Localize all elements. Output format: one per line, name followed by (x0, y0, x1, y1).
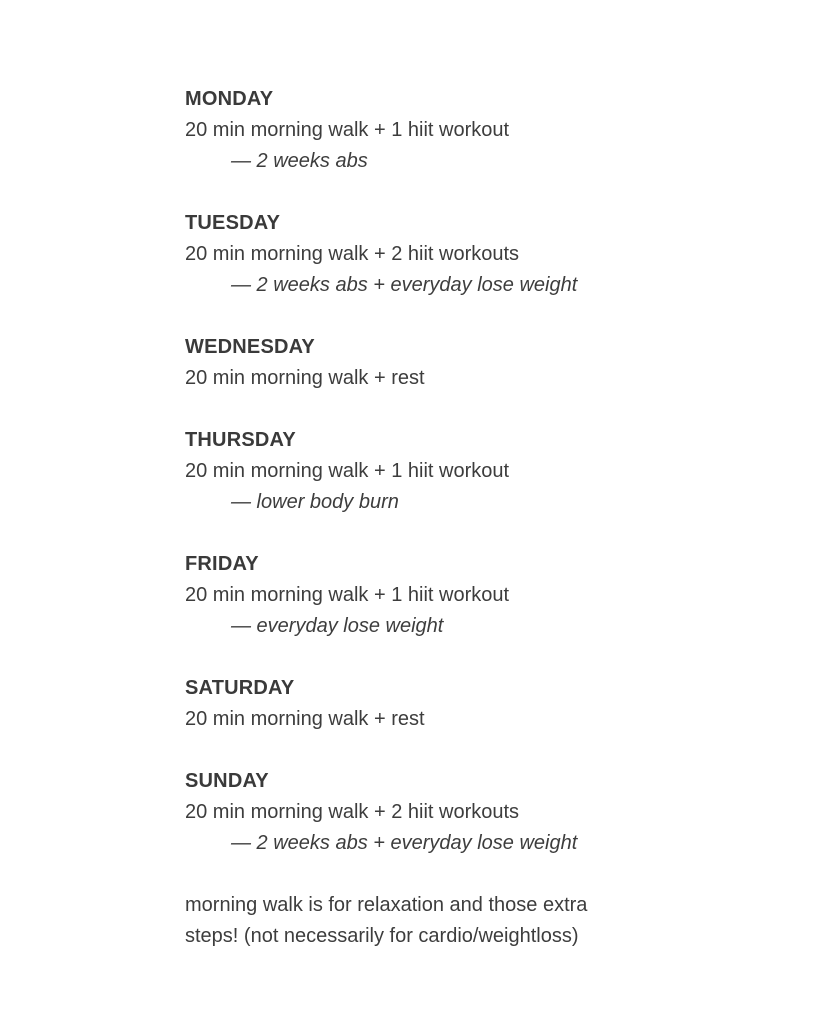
day-title: FRIDAY (185, 553, 259, 575)
day-detail: — lower body burn (231, 491, 399, 513)
day-title: WEDNESDAY (185, 336, 315, 358)
workout-schedule (185, 84, 785, 952)
day-title: SUNDAY (185, 770, 269, 792)
day-plan: 20 min morning walk + 2 hiit workouts (185, 243, 520, 265)
day-friday (185, 549, 785, 642)
day-tuesday (185, 208, 785, 301)
day-sunday (185, 766, 785, 859)
day-plan: 20 min morning walk + 2 hiit workouts (185, 801, 520, 823)
day-detail: — everyday lose weight (231, 615, 444, 637)
day-title: TUESDAY (185, 212, 281, 234)
day-title: THURSDAY (185, 429, 296, 451)
day-title: MONDAY (185, 88, 274, 110)
day-detail: — 2 weeks abs + everyday lose weight (231, 832, 578, 854)
day-detail: — 2 weeks abs (231, 150, 368, 172)
day-monday (185, 84, 785, 177)
day-wednesday (185, 332, 785, 394)
footer-note (185, 890, 785, 952)
footer-line: steps! (not necessarily for cardio/weightloss) (185, 925, 579, 947)
footer-line: morning walk is for relaxation and those extra (185, 894, 588, 916)
day-plan: 20 min morning walk + 1 hiit workout (185, 584, 510, 606)
day-plan: 20 min morning walk + rest (185, 367, 425, 389)
day-title: SATURDAY (185, 677, 295, 699)
day-detail: — 2 weeks abs + everyday lose weight (231, 274, 578, 296)
day-plan: 20 min morning walk + 1 hiit workout (185, 119, 510, 141)
day-thursday (185, 425, 785, 518)
day-plan: 20 min morning walk + rest (185, 708, 425, 730)
day-saturday (185, 673, 785, 735)
day-plan: 20 min morning walk + 1 hiit workout (185, 460, 510, 482)
